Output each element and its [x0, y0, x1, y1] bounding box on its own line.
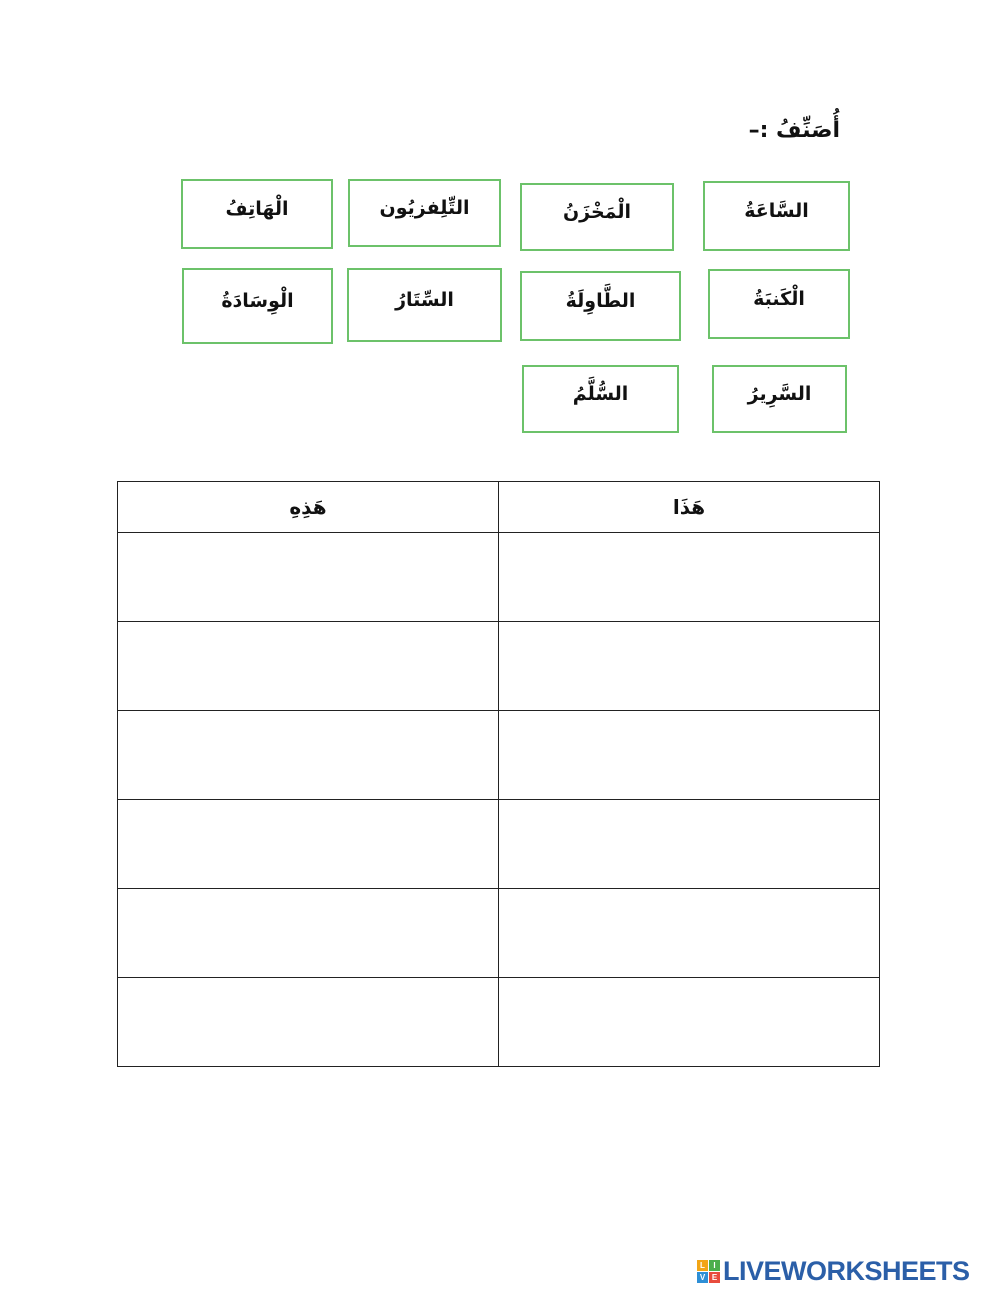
table-row — [118, 889, 880, 978]
drop-zone[interactable] — [118, 533, 498, 621]
brand-name: LIVEWORKSHEETS — [723, 1256, 970, 1286]
liveworksheets-brand — [697, 1256, 970, 1287]
word-card-pillow[interactable]: الْوِسَادَةُ — [182, 268, 333, 344]
table-row — [118, 533, 880, 622]
word-card-television[interactable]: التِّلِفزيُون — [348, 179, 501, 247]
table-row — [118, 800, 880, 889]
drop-cell-hadhihi[interactable] — [118, 889, 499, 978]
header-hadhihi: هَذِهِ — [118, 482, 499, 533]
word-card-bed[interactable]: السَّرِيرُ — [712, 365, 847, 433]
drop-zone[interactable] — [118, 889, 498, 977]
word-card-sofa[interactable]: الْكَنبَةُ — [708, 269, 850, 339]
drop-cell-hadhihi[interactable] — [118, 622, 499, 711]
word-card-ladder[interactable]: السُّلَّمُ — [522, 365, 679, 433]
drop-zone[interactable] — [499, 978, 879, 1066]
drop-zone[interactable] — [499, 533, 879, 621]
drop-cell-hadha[interactable] — [499, 978, 880, 1067]
drop-zone[interactable] — [499, 711, 879, 799]
logo-letter-i: I — [709, 1260, 720, 1271]
drop-zone[interactable] — [118, 711, 498, 799]
table-row — [118, 978, 880, 1067]
logo-letter-v: V — [697, 1272, 708, 1283]
drop-cell-hadhihi[interactable] — [118, 978, 499, 1067]
sorting-table — [117, 481, 880, 1067]
word-card-curtain[interactable]: السِّتَارُ — [347, 268, 502, 342]
drop-zone[interactable] — [118, 978, 498, 1066]
instruction-title: أُصَنِّفُ :– — [748, 118, 840, 143]
table-row — [118, 711, 880, 800]
drop-zone[interactable] — [118, 800, 498, 888]
word-card-storeroom[interactable]: الْمَخْزَنُ — [520, 183, 674, 251]
drop-cell-hadha[interactable] — [499, 622, 880, 711]
word-card-clock[interactable]: السَّاعَةُ — [703, 181, 850, 251]
drop-cell-hadhihi[interactable] — [118, 800, 499, 889]
drop-cell-hadha[interactable] — [499, 889, 880, 978]
logo-letter-l: L — [697, 1260, 708, 1271]
liveworksheets-logo-icon — [697, 1260, 720, 1283]
word-card-table[interactable]: الطَّاوِلَةُ — [520, 271, 681, 341]
drop-zone[interactable] — [499, 800, 879, 888]
logo-letter-e: E — [709, 1272, 720, 1283]
table-row — [118, 622, 880, 711]
word-card-phone[interactable]: الْهَاتِفُ — [181, 179, 333, 249]
drop-cell-hadha[interactable] — [499, 800, 880, 889]
drop-zone[interactable] — [499, 889, 879, 977]
drop-cell-hadha[interactable] — [499, 711, 880, 800]
drop-zone[interactable] — [499, 622, 879, 710]
drop-cell-hadhihi[interactable] — [118, 711, 499, 800]
drop-cell-hadha[interactable] — [499, 533, 880, 622]
table-header-row — [118, 482, 880, 533]
drop-cell-hadhihi[interactable] — [118, 533, 499, 622]
drop-zone[interactable] — [118, 622, 498, 710]
header-hadha: هَذَا — [499, 482, 880, 533]
